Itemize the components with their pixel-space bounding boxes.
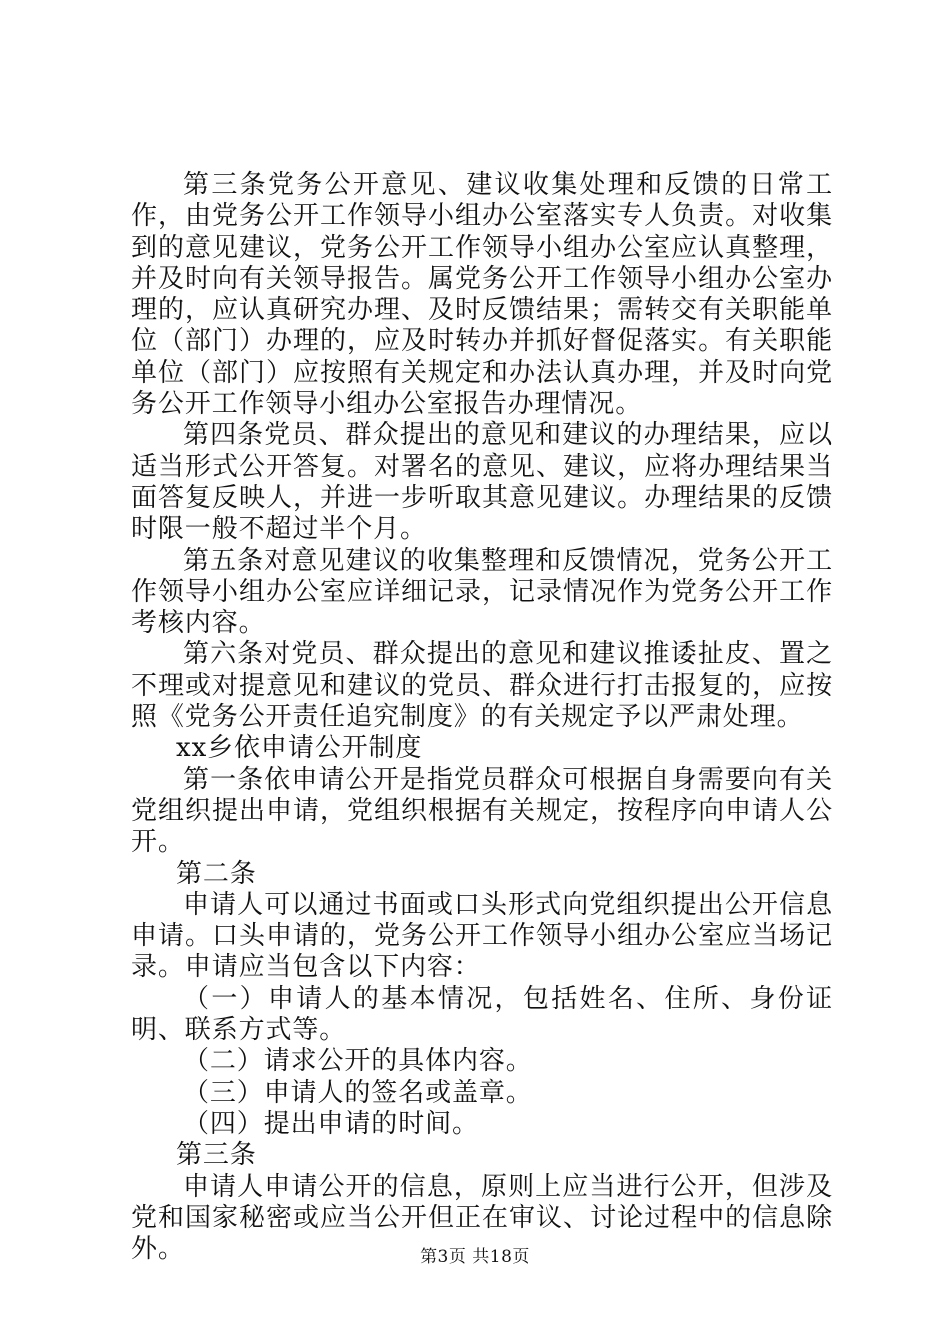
paragraph-section-article-2: 申请人可以通过书面或口头形式向党组织提出公开信息申请。口头申请的，党务公开工作领导小组办公室应当场记录。申请应当包含以下内容：: [131, 889, 833, 983]
paragraph-article-5: 第五条对意见建议的收集整理和反馈情况，党务公开工作领导小组办公室应详细记录，记录情况作为党务公开工作考核内容。: [131, 545, 833, 639]
paragraph-section-article-3: 申请人申请公开的信息，原则上应当进行公开，但涉及党和国家秘密或应当公开但正在审议、讨论过程中的信息除外。: [131, 1171, 833, 1265]
section-heading: xx乡依申请公开制度: [176, 733, 423, 764]
list-item-1: （一）申请人的基本情况，包括姓名、住所、身份证明、联系方式等。: [131, 983, 833, 1046]
article-heading-2: 第二条: [176, 858, 257, 889]
list-item-4: （四）提出申请的时间。: [183, 1108, 479, 1139]
paragraph-article-4: 第四条党员、群众提出的意见和建议的办理结果，应以适当形式公开答复。对署名的意见、建议，应将办理结果当面答复反映人，并进一步听取其意见建议。办理结果的反馈时限一般不超过半个月。: [131, 420, 833, 545]
document-body: [131, 170, 833, 1265]
paragraph-article-3: 第三条党务公开意见、建议收集处理和反馈的日常工作，由党务公开工作领导小组办公室落实专人负责。对收集到的意见建议，党务公开工作领导小组办公室应认真整理，并及时向有关领导报告。属党务公开工作领导小组办公室办理的，应认真研究办理、及时反馈结果；需转交有关职能单位（部门）办理的，应及时转办并抓好督促落实。有关职能单位（部门）应按照有关规定和办法认真办理，并及时向党务公开工作领导小组办公室报告办理情况。: [131, 170, 833, 420]
paragraph-section-article-1: 第一条依申请公开是指党员群众可根据自身需要向有关党组织提出申请，党组织根据有关规定，按程序向申请人公开。: [131, 764, 833, 858]
article-heading-3: 第三条: [176, 1140, 257, 1171]
paragraph-article-6: 第六条对党员、群众提出的意见和建议推诿扯皮、置之不理或对提意见和建议的党员、群众进行打击报复的，应按照《党务公开责任追究制度》的有关规定予以严肃处理。: [131, 639, 833, 733]
page-number-footer: 第3页 共18页: [420, 1247, 530, 1267]
list-item-3: （三）申请人的签名或盖章。: [183, 1077, 533, 1108]
list-item-2: （二）请求公开的具体内容。: [183, 1046, 533, 1077]
